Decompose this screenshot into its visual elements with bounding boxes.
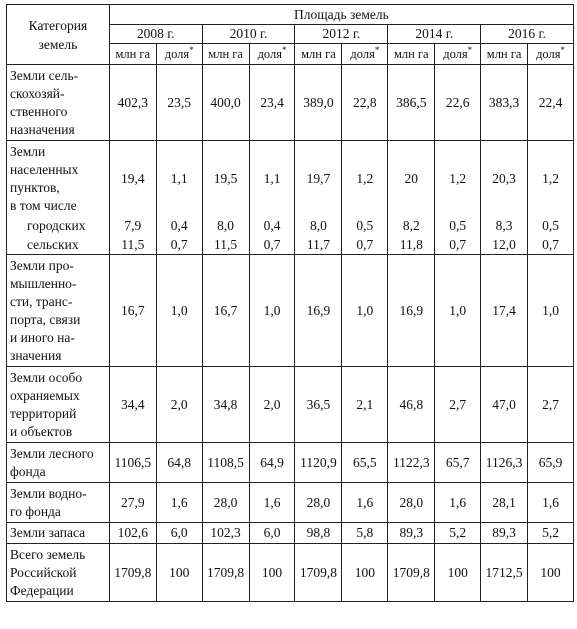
table-row	[7, 141, 574, 217]
asterisk-mark: *	[189, 44, 194, 55]
area-value: 28,0	[202, 483, 249, 523]
area-value: 98,8	[295, 523, 342, 544]
area-header: Площадь земель	[109, 5, 573, 25]
area-value: 11,7	[295, 236, 342, 255]
area-value: 16,7	[202, 255, 249, 367]
share-value: 100	[249, 544, 295, 602]
area-value: 383,3	[481, 65, 528, 141]
share-value: 5,2	[435, 523, 481, 544]
area-value: 8,0	[295, 217, 342, 236]
category-label-line: скохозяй-	[10, 85, 65, 101]
area-value: 1709,8	[388, 544, 435, 602]
unit-mln-header: млн га	[481, 44, 528, 65]
unit-mln-header: млн га	[109, 44, 156, 65]
area-value: 47,0	[481, 367, 528, 443]
area-value: 400,0	[202, 65, 249, 141]
unit-mln-header: млн га	[388, 44, 435, 65]
category-label	[7, 65, 110, 141]
category-label-line: назначения	[10, 121, 75, 137]
area-value: 34,8	[202, 367, 249, 443]
area-value: 34,4	[109, 367, 156, 443]
asterisk-mark: *	[374, 44, 380, 55]
category-label-line: пунктов,	[10, 179, 60, 195]
area-value: 1106,5	[109, 443, 156, 483]
share-value: 64,9	[249, 443, 295, 483]
area-value: 7,9	[109, 217, 156, 236]
area-value: 1126,3	[481, 443, 528, 483]
table-row	[7, 236, 574, 255]
category-label-line: и иного на-	[10, 329, 75, 345]
area-value: 402,3	[109, 65, 156, 141]
asterisk-mark: *	[282, 44, 287, 55]
share-value: 1,6	[435, 483, 481, 523]
unit-mln-header: млн га	[295, 44, 342, 65]
unit-share-label: доля	[257, 47, 282, 61]
asterisk-mark: *	[467, 44, 473, 55]
share-value: 0,7	[156, 236, 202, 255]
share-value: 1,2	[435, 141, 481, 217]
unit-share-label: доля	[350, 47, 375, 61]
area-value: 16,7	[109, 255, 156, 367]
share-value: 100	[435, 544, 481, 602]
area-value: 16,9	[295, 255, 342, 367]
table-row	[7, 217, 574, 236]
category-label-line: фонда	[10, 463, 46, 479]
area-value: 11,5	[109, 236, 156, 255]
land-area-table	[6, 4, 574, 602]
unit-share-label: доля	[164, 47, 190, 61]
area-value: 20,3	[481, 141, 528, 217]
asterisk-mark: *	[560, 44, 565, 55]
category-label-line: значения	[10, 347, 62, 363]
share-value: 1,6	[249, 483, 295, 523]
area-value: 386,5	[388, 65, 435, 141]
share-value: 0,7	[435, 236, 481, 255]
area-value: 19,7	[295, 141, 342, 217]
category-label-line: го фонда	[10, 503, 61, 519]
area-value: 28,1	[481, 483, 528, 523]
year-header: 2016 г.	[481, 25, 574, 44]
area-value: 28,0	[295, 483, 342, 523]
category-label-line: в том числе	[10, 197, 77, 213]
category-sub-label: сельских	[7, 236, 110, 255]
area-value: 8,3	[481, 217, 528, 236]
share-value: 23,5	[156, 65, 202, 141]
share-value: 1,1	[156, 141, 202, 217]
category-sub-label: городских	[7, 217, 110, 236]
table-row	[7, 255, 574, 367]
year-header: 2012 г.	[295, 25, 388, 44]
share-value: 1,1	[249, 141, 295, 217]
table-row	[7, 443, 574, 483]
category-label-line: Земли особо	[10, 369, 83, 385]
category-label-line: населенных	[10, 161, 79, 177]
category-label-line: и объектов	[10, 423, 73, 439]
category-label-line: Земли сель-	[10, 67, 79, 83]
table-row	[7, 367, 574, 443]
share-value: 64,8	[156, 443, 202, 483]
table-row	[7, 65, 574, 141]
share-value: 100	[528, 544, 574, 602]
share-value: 1,0	[249, 255, 295, 367]
share-value: 1,6	[156, 483, 202, 523]
year-header: 2008 г.	[109, 25, 202, 44]
unit-share-header	[156, 44, 202, 65]
category-label-line: мышленно-	[10, 275, 77, 291]
area-value: 8,0	[202, 217, 249, 236]
share-value: 0,7	[528, 236, 574, 255]
share-value: 100	[342, 544, 388, 602]
share-value: 22,8	[342, 65, 388, 141]
year-header: 2010 г.	[202, 25, 295, 44]
category-label	[7, 483, 110, 523]
area-value: 19,4	[109, 141, 156, 217]
unit-share-label: доля	[536, 47, 561, 61]
table-row	[7, 523, 574, 544]
area-value: 1120,9	[295, 443, 342, 483]
share-value: 0,5	[528, 217, 574, 236]
category-label	[7, 141, 110, 217]
category-label-line: Земли запаса	[10, 525, 86, 540]
area-value: 36,5	[295, 367, 342, 443]
share-value: 1,2	[528, 141, 574, 217]
table-row	[7, 544, 574, 602]
category-label	[7, 443, 110, 483]
category-label-line: Земли водно-	[10, 485, 87, 501]
area-value: 19,5	[202, 141, 249, 217]
category-label-line: Федерации	[10, 582, 74, 598]
category-header	[7, 5, 110, 65]
share-value: 0,4	[249, 217, 295, 236]
share-value: 2,1	[342, 367, 388, 443]
share-value: 6,0	[249, 523, 295, 544]
area-value: 89,3	[388, 523, 435, 544]
share-value: 5,2	[528, 523, 574, 544]
area-value: 1709,8	[109, 544, 156, 602]
category-header-line: Категория	[28, 17, 88, 33]
area-value: 1122,3	[388, 443, 435, 483]
area-value: 12,0	[481, 236, 528, 255]
share-value: 1,6	[342, 483, 388, 523]
share-value: 6,0	[156, 523, 202, 544]
area-value: 102,3	[202, 523, 249, 544]
share-value: 1,0	[156, 255, 202, 367]
share-value: 22,4	[528, 65, 574, 141]
year-header: 2014 г.	[388, 25, 481, 44]
share-value: 1,0	[528, 255, 574, 367]
unit-share-header	[435, 44, 481, 65]
table-row	[7, 483, 574, 523]
category-label-line: Земли про-	[10, 257, 74, 273]
share-value: 1,0	[435, 255, 481, 367]
area-value: 102,6	[109, 523, 156, 544]
share-value: 22,6	[435, 65, 481, 141]
area-value: 8,2	[388, 217, 435, 236]
category-label	[7, 255, 110, 367]
category-label-line: ственного	[10, 103, 68, 119]
share-value: 65,5	[342, 443, 388, 483]
unit-share-label: доля	[443, 47, 468, 61]
unit-share-header	[249, 44, 295, 65]
category-label-line: Российской	[10, 564, 77, 580]
category-label	[7, 523, 110, 544]
area-value: 28,0	[388, 483, 435, 523]
share-value: 0,4	[156, 217, 202, 236]
share-value: 1,0	[342, 255, 388, 367]
share-value: 65,7	[435, 443, 481, 483]
area-value: 89,3	[481, 523, 528, 544]
share-value: 2,0	[249, 367, 295, 443]
category-label-line: Всего земель	[10, 546, 86, 562]
share-value: 0,5	[435, 217, 481, 236]
area-value: 11,8	[388, 236, 435, 255]
area-value: 27,9	[109, 483, 156, 523]
share-value: 0,7	[342, 236, 388, 255]
category-label-line: сти, транс-	[10, 293, 73, 309]
area-value: 1712,5	[481, 544, 528, 602]
share-value: 2,0	[156, 367, 202, 443]
share-value: 1,2	[342, 141, 388, 217]
category-header-line: земель	[38, 36, 78, 52]
share-value: 65,9	[528, 443, 574, 483]
category-label	[7, 544, 110, 602]
area-value: 1108,5	[202, 443, 249, 483]
share-value: 5,8	[342, 523, 388, 544]
area-value: 389,0	[295, 65, 342, 141]
share-value: 0,7	[249, 236, 295, 255]
category-label-line: Земли лесного	[10, 445, 94, 461]
category-label-line: Земли	[10, 143, 46, 159]
area-value: 1709,8	[295, 544, 342, 602]
unit-share-header	[342, 44, 388, 65]
area-value: 17,4	[481, 255, 528, 367]
share-value: 100	[156, 544, 202, 602]
share-value: 23,4	[249, 65, 295, 141]
area-value: 11,5	[202, 236, 249, 255]
category-label-line: территорий	[10, 405, 77, 421]
share-value: 2,7	[435, 367, 481, 443]
category-label-line: охраняемых	[10, 387, 80, 403]
unit-mln-header: млн га	[202, 44, 249, 65]
share-value: 1,6	[528, 483, 574, 523]
share-value: 2,7	[528, 367, 574, 443]
category-label-line: порта, связи	[10, 311, 81, 327]
area-value: 46,8	[388, 367, 435, 443]
area-value: 20	[388, 141, 435, 217]
area-value: 16,9	[388, 255, 435, 367]
area-value: 1709,8	[202, 544, 249, 602]
unit-share-header	[528, 44, 574, 65]
category-label	[7, 367, 110, 443]
share-value: 0,5	[342, 217, 388, 236]
